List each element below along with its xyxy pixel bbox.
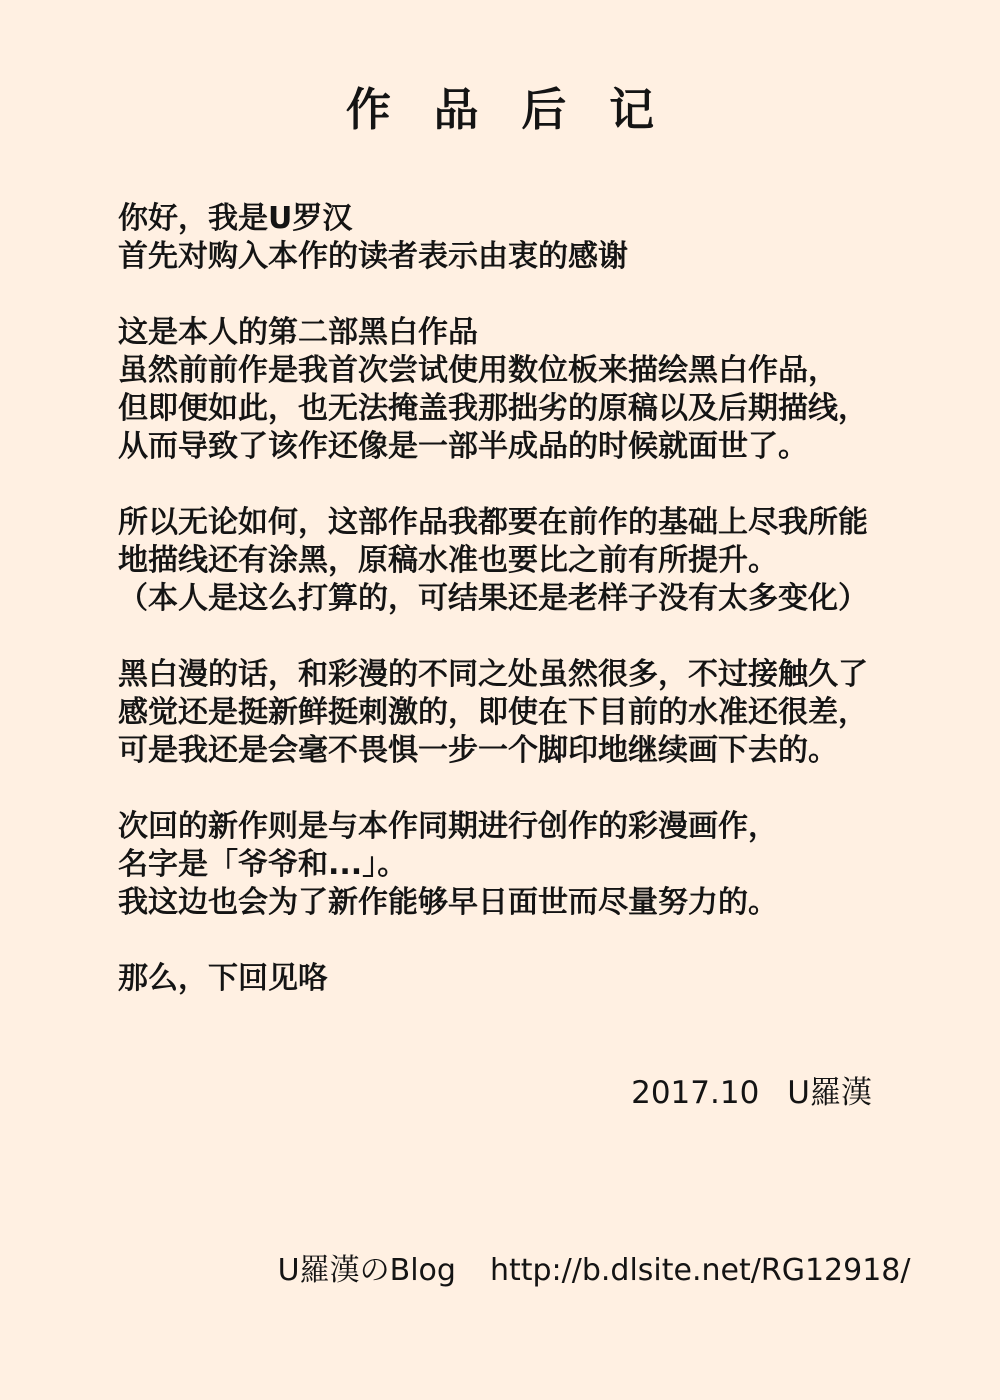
text-line: 那么，下回见咯 bbox=[118, 961, 328, 996]
text-line: 但即便如此，也无法掩盖我那拙劣的原稿以及后期描线， bbox=[118, 391, 868, 426]
text-line: 地描线还有涂黑，原稿水准也要比之前有所提升。 bbox=[118, 543, 778, 578]
blog-label: U羅漢のBlog bbox=[277, 1253, 456, 1288]
page-title: 作品后记 bbox=[345, 83, 697, 136]
text-line: 虽然前前作是我首次尝试使用数位板来描绘黑白作品， bbox=[118, 353, 838, 388]
signature-line bbox=[0, 1036, 1000, 1150]
blog-url: http://b.dlsite.net/RG12918/ bbox=[489, 1253, 911, 1288]
paragraph-next-work bbox=[118, 808, 940, 922]
paragraph-second-work bbox=[118, 314, 940, 466]
paragraph-greeting bbox=[118, 200, 940, 276]
text-line: 次回的新作则是与本作同期进行创作的彩漫画作， bbox=[118, 809, 778, 844]
paragraph-improvement bbox=[118, 504, 940, 618]
text-line: （本人是这么打算的，可结果还是老样子没有太多变化） bbox=[118, 581, 868, 616]
text-line: 首先对购入本作的读者表示由衷的感谢 bbox=[118, 239, 628, 274]
paragraph-bw-manga bbox=[118, 656, 940, 770]
text-line: 从而导致了该作还像是一部半成品的时候就面世了。 bbox=[118, 429, 808, 464]
signature-author: U羅漢 bbox=[787, 1075, 872, 1111]
text-line: 所以无论如何，这部作品我都要在前作的基础上尽我所能 bbox=[118, 505, 868, 540]
text-line: 可是我还是会毫不畏惧一步一个脚印地继续画下去的。 bbox=[118, 733, 838, 768]
text-line: 名字是「爷爷和...」。 bbox=[118, 847, 408, 882]
text-line: 黑白漫的话，和彩漫的不同之处虽然很多，不过接触久了 bbox=[118, 657, 868, 692]
afterword-body bbox=[118, 200, 940, 998]
text-line: 你好，我是U罗汉 bbox=[118, 201, 353, 236]
text-line: 感觉还是挺新鲜挺刺激的，即使在下目前的水准还很差， bbox=[118, 695, 868, 730]
signature-date: 2017.10 bbox=[631, 1075, 760, 1111]
paragraph-farewell bbox=[118, 960, 940, 998]
text-line: 这是本人的第二部黑白作品 bbox=[118, 315, 478, 350]
footer-blog-line bbox=[0, 1214, 1000, 1328]
text-line: 我这边也会为了新作能够早日面世而尽量努力的。 bbox=[118, 885, 778, 920]
